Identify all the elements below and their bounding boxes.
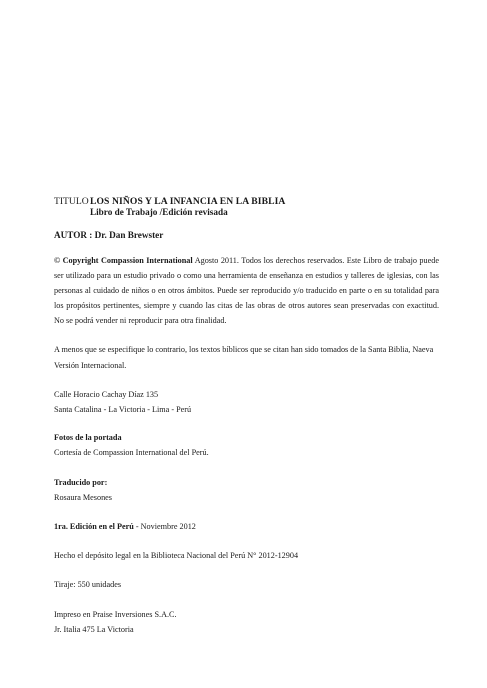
copyright-page: [54, 196, 439, 637]
title-row: [54, 196, 439, 207]
address-line-1: Calle Horacio Cachay Díaz 135: [54, 389, 159, 399]
printer-line-2: Jr. Italia 475 La Victoria: [54, 624, 134, 634]
edition-line: [54, 519, 439, 534]
photos-heading: Fotos de la portada: [54, 432, 122, 442]
translated-block: [54, 475, 439, 505]
print-run: Tiraje: 550 unidades: [54, 580, 122, 590]
edition-date: - Noviembre 2012: [133, 522, 196, 532]
photos-block: [54, 430, 439, 460]
address-line-2: Santa Catalina - La Victoria - Lima - Perú: [54, 404, 192, 414]
printer-line-1: Impreso en Praise Inversiones S.A.C.: [54, 609, 177, 619]
translated-heading: Traducido por:: [54, 478, 108, 488]
address-block: [54, 387, 439, 417]
translated-text: Rosaura Mesones: [54, 493, 112, 503]
author-line: AUTOR : Dr. Dan Brewster: [54, 230, 164, 240]
edition-lead: 1ra. Edición en el Perú: [54, 522, 134, 532]
copyright-lead: © Copyright Compassion International: [54, 256, 193, 265]
legal-deposit: Hecho el depósito legal en la Biblioteca Nacional del Perú N° 2012-12904: [54, 551, 299, 561]
copyright-paragraph: [54, 253, 439, 328]
book-title: LOS NIÑOS Y LA INFANCIA EN LA BIBLIA: [90, 196, 286, 207]
copyright-text: Agosto 2011. Todos los derechos reservados. Este Libro de trabajo puede ser utilizado para un estudio privado o como una herramienta de enseñanza en estudios y talleres de iglesias, con las personas al cuidado de niños o en otros ámbitos. Puede ser reproducido y/o traducido en parte o en su totalidad para los propósitos pertinentes, siempre y cuando las citas de las obras de otros autores sean preservadas con exactitud. No se podrá vender ni reproducir para otra finalidad.: [54, 256, 439, 326]
photos-text: Cortesía de Compassion International del Perú.: [54, 447, 209, 457]
title-key: TITULO: [54, 196, 89, 207]
title-block: [54, 196, 439, 218]
book-subtitle: Libro de Trabajo /Edición revisada: [90, 207, 228, 217]
bible-note: A menos que se especifique lo contrario, los textos bíblicos que se citan han sido tomados de la Santa Biblia, Naeva Versión Internacional.: [54, 345, 434, 370]
printer-block: [54, 607, 439, 637]
